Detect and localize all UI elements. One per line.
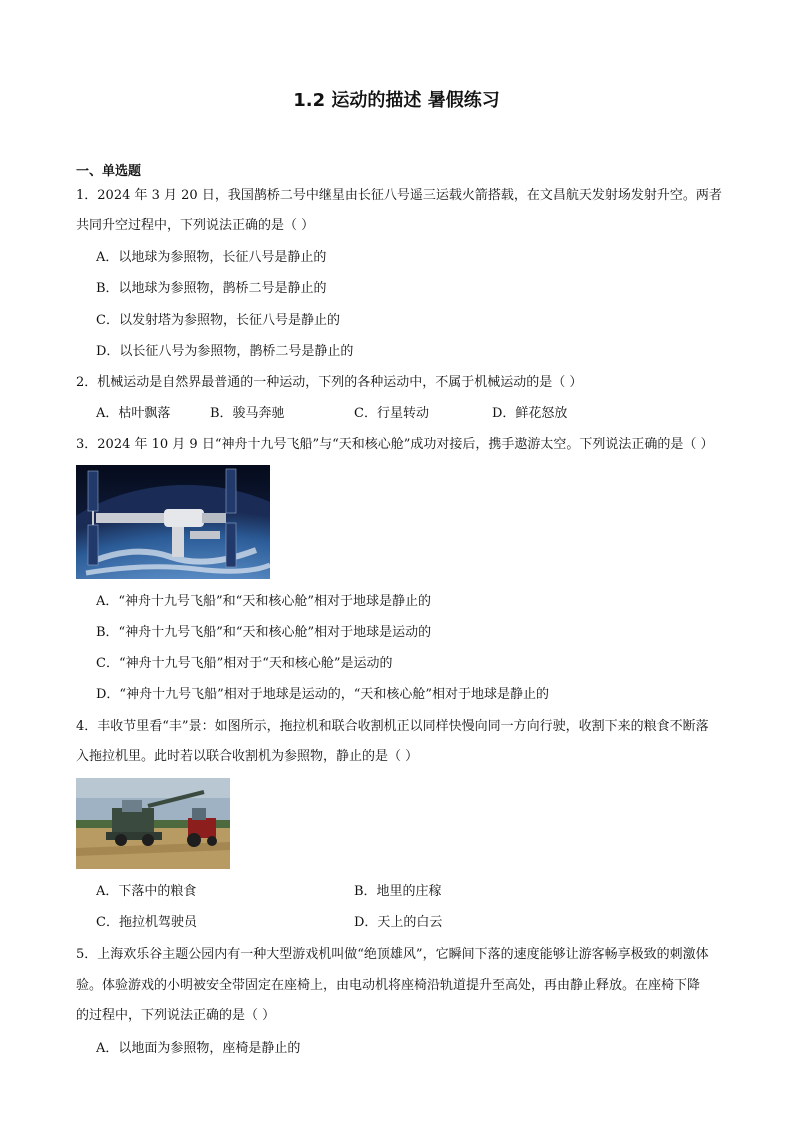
question-1-option-d[interactable]: D．以长征八号为参照物，鹊桥二号是静止的 <box>96 344 354 359</box>
space-station-illustration <box>76 465 270 579</box>
question-1-text: 1．2024 年 3 月 20 日，我国鹊桥二号中继星由长征八号遥三运载火箭搭载，在文昌航天发射场发射升空。两者 <box>76 188 722 203</box>
question-4-option-c[interactable]: C．拖拉机驾驶员 <box>96 915 197 930</box>
question-3-option-a[interactable]: A．“神舟十九号飞船”和“天和核心舱”相对于地球是静止的 <box>96 594 431 609</box>
question-1-option-b[interactable]: B．以地球为参照物，鹊桥二号是静止的 <box>96 281 327 296</box>
question-1-option-c[interactable]: C．以发射塔为参照物，长征八号是静止的 <box>96 313 340 328</box>
question-3-option-b[interactable]: B．“神舟十九号飞船”和“天和核心舱”相对于地球是运动的 <box>96 625 432 640</box>
question-2-option-b[interactable]: B．骏马奔驰 <box>210 406 285 421</box>
question-4-option-b[interactable]: B．地里的庄稼 <box>354 884 442 899</box>
question-2-option-a[interactable]: A．枯叶飘落 <box>96 406 171 421</box>
question-4-option-d[interactable]: D．天上的白云 <box>354 915 443 930</box>
section-heading: 一、单选题 <box>76 164 142 179</box>
question-3-option-c[interactable]: C．“神舟十九号飞船”相对于“天和核心舱”是运动的 <box>96 656 393 671</box>
question-5-text: 5．上海欢乐谷主题公园内有一种大型游戏机叫做“绝顶雄风”，它瞬间下落的速度能够让游客畅享极致的刺激体 <box>76 947 709 962</box>
question-3-option-d[interactable]: D．“神舟十九号飞船”相对于地球是运动的，“天和核心舱”相对于地球是静止的 <box>96 687 550 702</box>
question-2-option-c[interactable]: C．行星转动 <box>354 406 429 421</box>
harvester-image <box>76 778 230 869</box>
question-4-text-cont: 入拖拉机里。此时若以联合收割机为参照物，静止的是（ ） <box>76 749 419 764</box>
page-title: 1.2 运动的描述 暑假练习 <box>293 90 500 111</box>
question-1-option-a[interactable]: A．以地球为参照物，长征八号是静止的 <box>96 250 327 265</box>
question-4-text: 4．丰收节里看“丰”景：如图所示，拖拉机和联合收割机正以同样快慢向同一方向行驶，收割下来的粮食不断落 <box>76 719 709 734</box>
question-3-text: 3．2024 年 10 月 9 日“神舟十九号飞船”与“天和核心舱”成功对接后，携手遨游太空。下列说法正确的是（ ） <box>76 437 714 452</box>
question-2-text: 2．机械运动是自然界最普通的一种运动，下列的各种运动中，不属于机械运动的是（ ） <box>76 375 583 390</box>
harvester-illustration <box>76 778 230 869</box>
space-station-image <box>76 465 270 579</box>
question-4-option-a[interactable]: A．下落中的粮食 <box>96 884 197 899</box>
question-2-option-d[interactable]: D．鲜花怒放 <box>492 406 568 421</box>
question-5-text-cont: 验。体验游戏的小明被安全带固定在座椅上，由电动机将座椅沿轨道提升至高处，再由静止释放。在座椅下降 <box>76 978 701 993</box>
question-5-text-cont-2: 的过程中，下列说法正确的是（ ） <box>76 1008 276 1023</box>
question-1-text-cont: 共同升空过程中，下列说法正确的是（ ） <box>76 218 315 233</box>
question-5-option-a[interactable]: A．以地面为参照物，座椅是静止的 <box>96 1041 301 1056</box>
